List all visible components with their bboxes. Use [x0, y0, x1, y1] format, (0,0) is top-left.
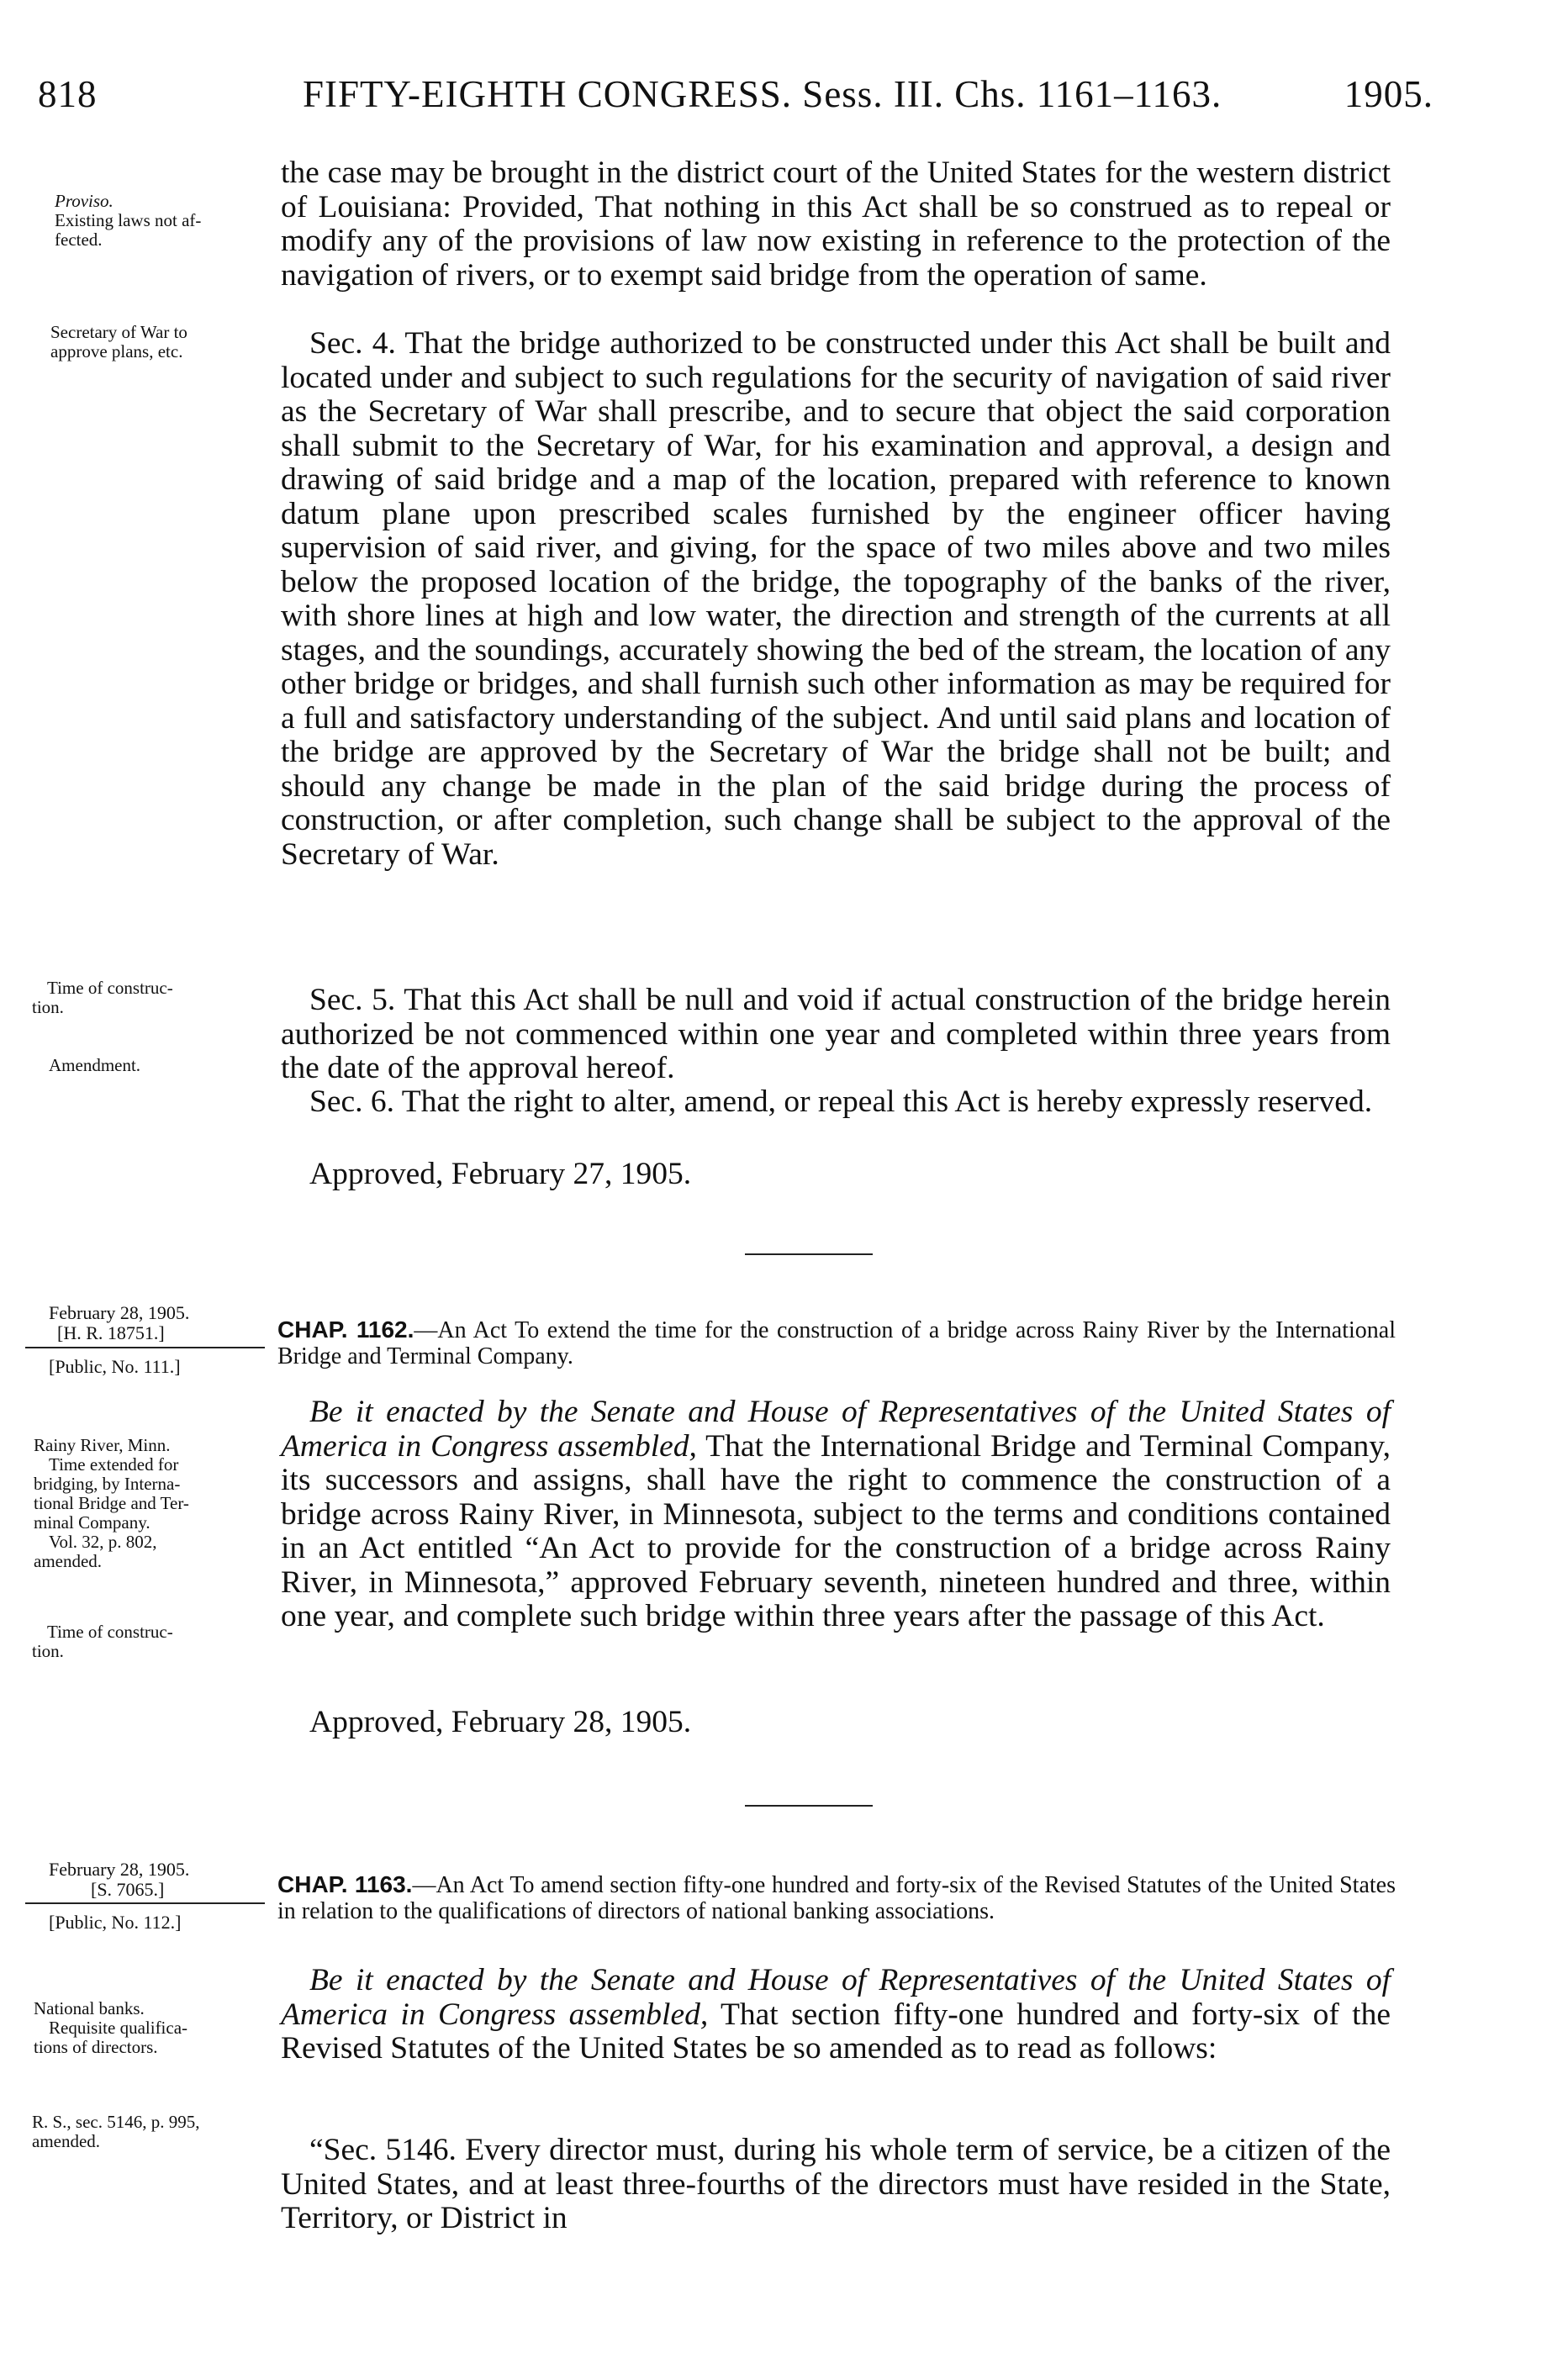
approved-1161: Approved, February 27, 1905. [309, 1157, 692, 1191]
chap1162-margin-5: minal Company. [34, 1512, 150, 1533]
running-title: FIFTY-EIGHTH CONGRESS. Sess. III. Chs. 1161–1163. [303, 73, 1222, 115]
chap1163-enacting-clause: Be it enacted by the Senate and House of Representatives of the United States of America in Congress assembled, [281, 1963, 1391, 2032]
chap1163-margin-2: Requisite qualifica- [49, 2018, 188, 2038]
chap1162-side-rule [25, 1347, 265, 1348]
chap1163-label: CHAP. 1163. [277, 1871, 413, 1897]
chap1163-date: February 28, 1905. [49, 1859, 190, 1880]
margin-time-1: Time of construc- [47, 978, 173, 998]
margin-note-secretary [50, 323, 294, 361]
section-divider [745, 1253, 873, 1255]
paragraph-proviso: the case may be brought in the district court of the United States for the western district of Louisiana: Provided, That nothing in this Act shall be so construed as to repeal or modify any of the provisions of law now existing in reference to the protection of the navigation of rivers, or to exempt said bridge from the operation of same. [281, 156, 1391, 293]
approved-1162: Approved, February 28, 1905. [309, 1705, 692, 1739]
chap1162-margin-6: Vol. 32, p. 802, [49, 1532, 157, 1552]
margin-proviso: Proviso. [55, 191, 114, 211]
section-divider-2 [745, 1805, 873, 1807]
chap1162-body [281, 1396, 1391, 1634]
chap1163-margin-3: tions of directors. [34, 2037, 158, 2057]
margin-note-proviso [55, 192, 298, 250]
chap1163-bill: [S. 7065.] [91, 1879, 165, 1900]
chap1162-title: —An Act To extend the time for the construction of a bridge across Rainy River by the International Bridge and Terminal Company. [277, 1317, 1396, 1369]
section-6: Sec. 6. That the right to alter, amend, or repeal this Act is hereby expressly reserved. [309, 1084, 1373, 1119]
chap1162-margin-3: bridging, by Interna- [34, 1474, 181, 1494]
margin-secretary-2: approve plans, etc. [50, 341, 183, 361]
chap1162-margin-time-1: Time of construc- [47, 1622, 173, 1642]
page-number: 818 [38, 73, 98, 115]
chap1163-margin-rs-1: R. S., sec. 5146, p. 995, [32, 2112, 200, 2132]
margin-note-amendment [49, 1056, 293, 1075]
chap1162-margin-7: amended. [34, 1551, 103, 1571]
chap1162-text: That the International Bridge and Terminal Company, its successors and assigns, shall have the right to commence the construction of a bridge across Rainy River, in Minnesota, subject to the terms and conditions contained in an Act entitled “An Act to provide for the construction of a bridge across Rainy River, in Minnesota,” approved February seventh, nineteen hundred and three, within one year, and complete such bridge within three years after the passage of this Act. [281, 1428, 1391, 1633]
chap1162-bill: [H. R. 18751.] [57, 1322, 165, 1343]
margin-secretary-1: Secretary of War to [50, 322, 187, 342]
margin-existing-2: fected. [55, 230, 103, 250]
chap1162-margin-1: Rainy River, Minn. [34, 1435, 171, 1455]
margin-existing-1: Existing laws not af- [55, 210, 202, 230]
chap1162-sidebox [49, 1303, 189, 1343]
margin-time-2: tion. [32, 997, 64, 1017]
chap1163-margin-rs-2: amended. [32, 2131, 101, 2151]
section-5: Sec. 5. That this Act shall be null and void if actual construction of the bridge herein authorized be not commenced within one year and completed within three years from the date of the approval hereof. [281, 983, 1391, 1085]
chap1163-margin-notes [34, 1999, 277, 2057]
chap1163-title: —An Act To amend section fifty-one hundred and forty-six of the Revised Statutes of the United States in relation to the qualifications of directors of national banking associations. [277, 1872, 1396, 1924]
chap1162-date: February 28, 1905. [49, 1302, 190, 1323]
chap1163-sidebox [49, 1860, 189, 1900]
section-4: Sec. 4. That the bridge authorized to be constructed under this Act shall be built and located under and subject to such regulations for the security of navigation of said river as the Secretary of War shall prescribe, and to secure that object the said corporation shall submit to the Secretary of War, for his examination and approval, a design and drawing of said bridge and a map of the location, prepared with reference to known datum plane upon prescribed scales furnished by the engineer officer having supervision of said river, and giving, for the space of two miles above and two miles below the proposed location of the bridge, the topography of the banks of the river, with shore lines at high and low water, the direction and strength of the currents at all stages, and the soundings, accurately showing the bed of the stream, the location of any other bridge or bridges, and shall furnish such other information as may be required for a full and satisfactory understanding of the subject. And until said plans and location of the bridge are approved by the Secretary of War the bridge shall not be built; and should any change be made in the plan of the said bridge during the process of construction, or after completion, such change shall be subject to the approval of the Secretary of War. [281, 326, 1391, 872]
chap1163-public: [Public, No. 112.] [49, 1912, 182, 1933]
chap1162-margin-time-2: tion. [32, 1641, 64, 1661]
header-year: 1905. [1344, 73, 1433, 115]
chap1162-margin-notes [34, 1436, 277, 1571]
chap1162-heading [277, 1316, 1396, 1369]
chap1163-heading [277, 1871, 1396, 1924]
chap1163-text: That section fifty-one hundred and forty-six of the Revised Statutes of the United States be so amended as to read as follows: [281, 1997, 1391, 2066]
chap1162-enacting-clause: Be it enacted by the Senate and House of Representatives of the United States of America in Congress assembled, [281, 1395, 1391, 1464]
chap1163-margin-1: National banks. [34, 1998, 145, 2018]
chap1162-public: [Public, No. 111.] [49, 1356, 181, 1377]
chap1163-side-rule [25, 1902, 265, 1904]
chap1162-margin-time [32, 1622, 276, 1661]
chap1162-margin-2: Time extended for [49, 1454, 179, 1475]
chap1163-body [281, 1964, 1391, 2066]
chap1163-sec5146: “Sec. 5146. Every director must, during his whole term of service, be a citizen of the United States, and at least three-fourths of the directors must have resided in the State, Territory, or District in [281, 2133, 1391, 2235]
chap1162-margin-4: tional Bridge and Ter- [34, 1493, 189, 1513]
margin-note-time [32, 979, 276, 1017]
margin-amendment: Amendment. [49, 1055, 141, 1075]
chap1162-label: CHAP. 1162. [277, 1316, 414, 1343]
chap1163-margin-rs [32, 2113, 276, 2151]
